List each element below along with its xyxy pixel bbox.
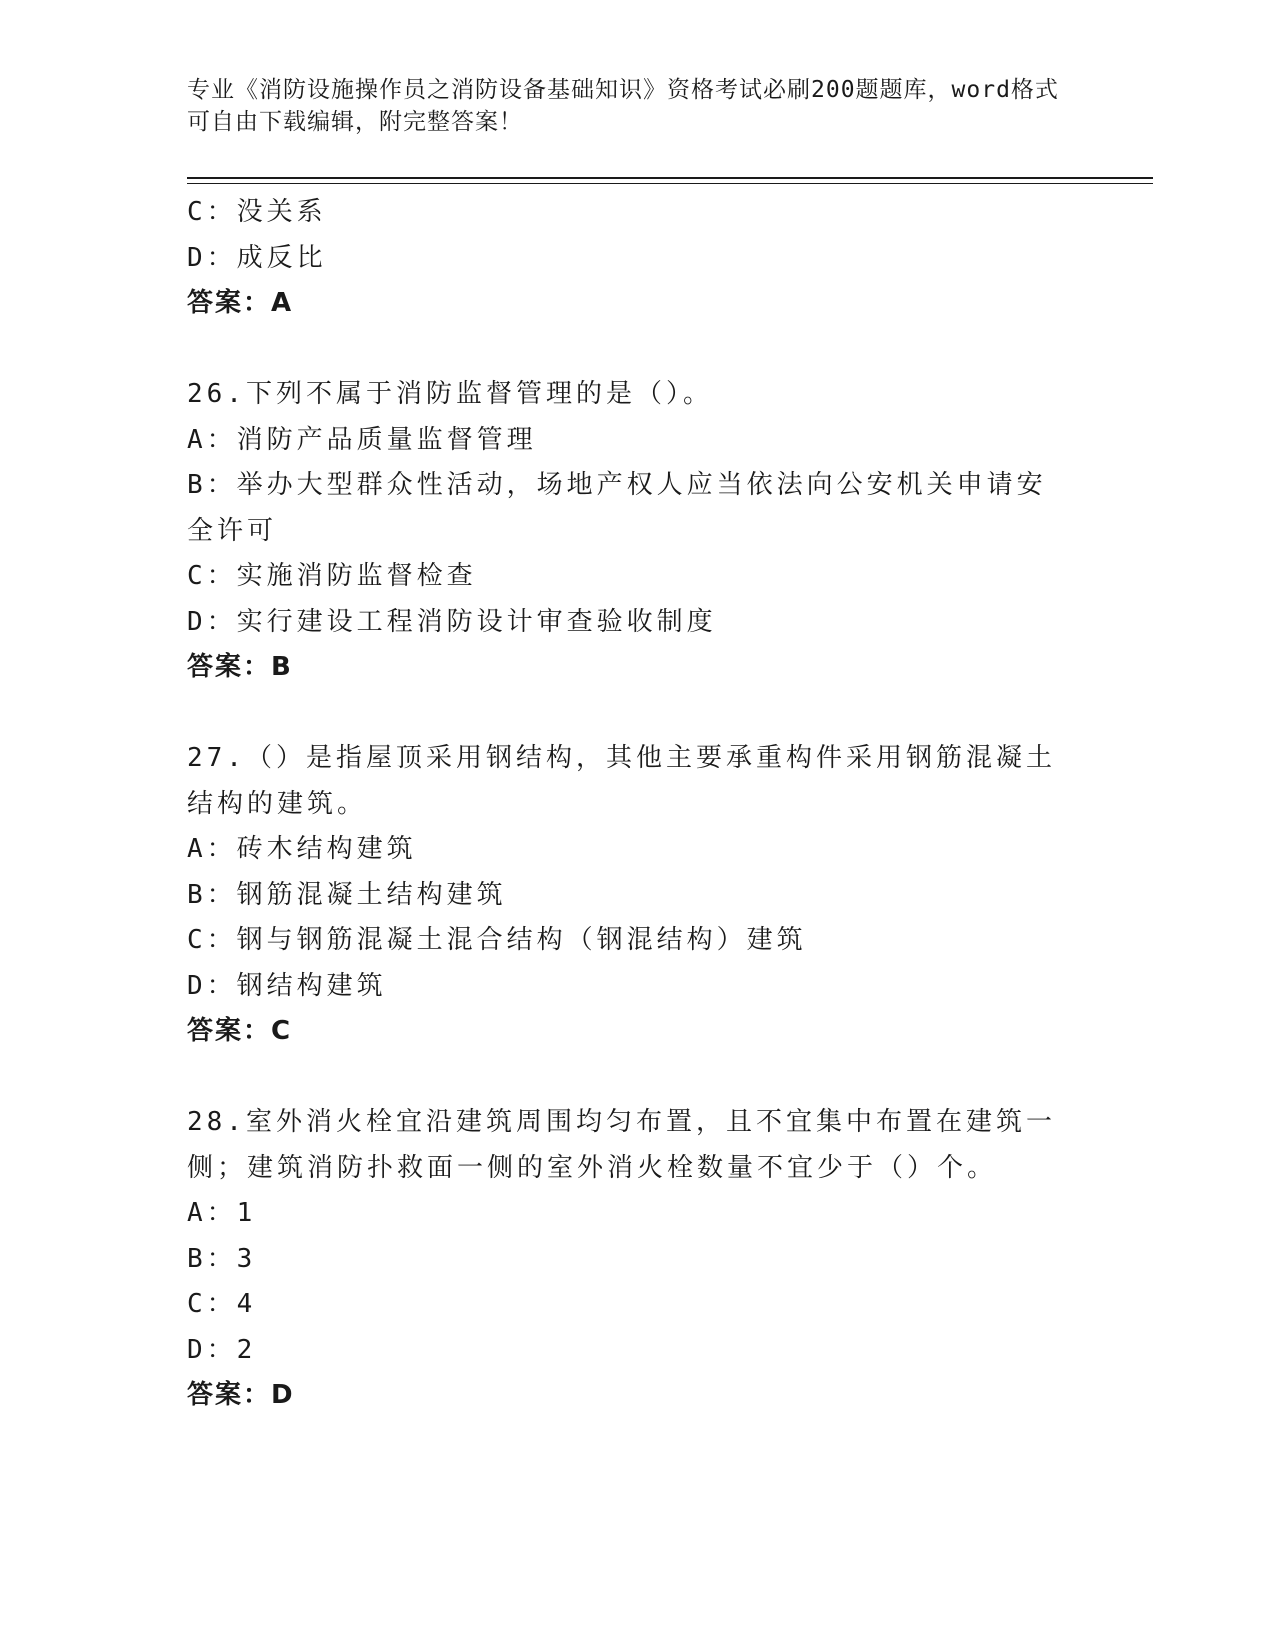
header-divider-thick [187,177,1153,179]
question-27 [187,736,1087,1055]
answer-line: 答案：B [187,652,293,682]
spacer [187,1055,1087,1101]
question-list [187,190,1087,1419]
answer-line: 答案：D [187,1380,295,1410]
option-d: D：2 [187,1334,257,1365]
option-a: A：1 [187,1198,257,1228]
option-b: B：钢筋混凝土结构建筑 [187,879,507,910]
question-28 [187,1100,1087,1419]
spacer [187,327,1087,373]
document-header: 专业《消防设施操作员之消防设备基础知识》资格考试必刷200题题库，word格式可自由下载编辑，附完整答案！ [187,77,1059,135]
question-text: 28.室外消火栓宜沿建筑周围均匀布置，且不宜集中布置在建筑一侧；建筑消防扑救面一侧的室外消火栓数量不宜少于（）个。 [187,1107,1056,1183]
option-a: A：消防产品质量监督管理 [187,424,537,455]
question-26 [187,372,1087,691]
option-d: D：钢结构建筑 [187,970,387,1001]
option-c: C：实施消防监督检查 [187,561,477,591]
option-c: C：没关系 [187,197,327,227]
header-divider-thin [187,183,1153,184]
option-c: C：钢与钢筋混凝土混合结构（钢混结构）建筑 [187,925,807,955]
answer-line: 答案：C [187,1016,293,1046]
question-text: 27.（）是指屋顶采用钢结构，其他主要承重构件采用钢筋混凝土结构的建筑。 [187,743,1056,819]
answer-line: 答案：A [187,288,294,318]
spacer [187,691,1087,737]
previous-question-tail [187,190,1087,327]
option-d: D：实行建设工程消防设计审查验收制度 [187,606,717,637]
option-b: B：3 [187,1243,257,1274]
question-text: 26.下列不属于消防监督管理的是（）。 [187,379,713,409]
option-a: A：砖木结构建筑 [187,834,417,864]
option-d: D：成反比 [187,242,327,273]
option-b: B：举办大型群众性活动，场地产权人应当依法向公安机关申请安全许可 [187,470,1047,546]
option-c: C：4 [187,1289,257,1319]
